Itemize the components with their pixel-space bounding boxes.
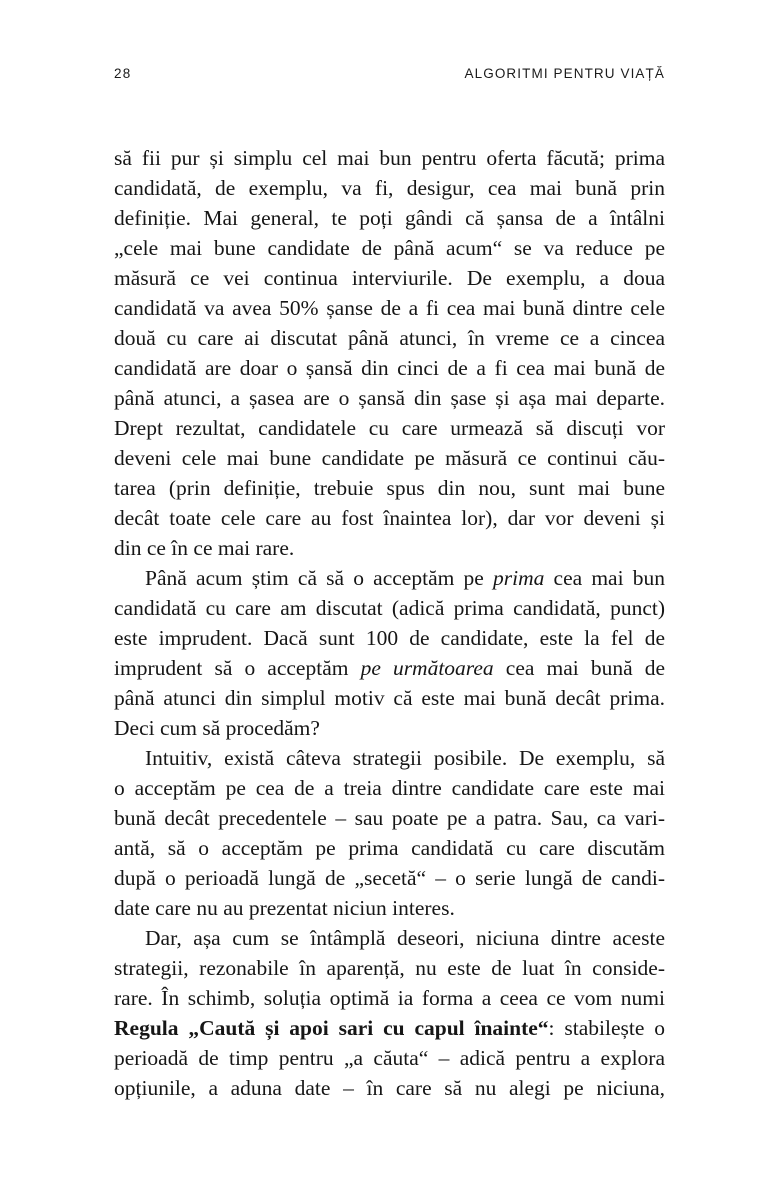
text-line <box>114 983 665 1013</box>
body-text: până atunci, a șasea are o șansă din șase și așa mai departe. <box>114 386 665 410</box>
text-line <box>114 893 665 923</box>
body-text: măsură ce vei continua interviurile. De exemplu, a doua <box>114 266 665 290</box>
text-line <box>114 713 665 743</box>
text-line <box>114 773 665 803</box>
text-line <box>114 173 665 203</box>
text-line <box>114 563 665 593</box>
body-text: până atunci din simplul motiv că este mai bună decât prima. <box>114 686 665 710</box>
bold-text: Regula „Caută și apoi sari cu capul înainte“ <box>114 1016 549 1040</box>
body-text: Drept rezultat, candidatele cu care urmează să discuți vor <box>114 416 665 440</box>
text-line <box>114 233 665 263</box>
text-line <box>114 1073 665 1103</box>
italic-text: pe următoarea <box>360 656 494 680</box>
text-line <box>114 353 665 383</box>
text-line <box>114 443 665 473</box>
italic-text: prima <box>492 566 545 590</box>
text-line <box>114 203 665 233</box>
text-line <box>114 863 665 893</box>
body-text: după o perioadă lungă de „secetă“ – o serie lungă de candi- <box>114 866 665 890</box>
body-text: decât toate cele care au fost înaintea lor), dar vor deveni și <box>114 506 665 530</box>
text-line <box>114 143 665 173</box>
text-line <box>114 593 665 623</box>
body-text: imprudent să o acceptăm <box>114 656 361 680</box>
body-text: bună decât precedentele – sau poate pe a patra. Sau, ca vari- <box>114 806 665 830</box>
running-title: ALGORITMI PENTRU VIAȚĂ <box>464 66 665 81</box>
body-text: candidată va avea 50% șanse de a fi cea mai bună dintre cele <box>114 296 665 320</box>
body-text: date care nu au prezentat niciun interes. <box>114 896 455 920</box>
text-line <box>114 1013 665 1043</box>
text-line <box>114 923 665 953</box>
body-text: candidată, de exemplu, va fi, desigur, cea mai bună prin <box>114 176 665 200</box>
body-text: să fii pur și simplu cel mai bun pentru oferta făcută; prima <box>114 146 665 170</box>
text-line <box>114 653 665 683</box>
body-text: perioadă de timp pentru „a căuta“ – adică pentru a explora <box>114 1046 665 1070</box>
body-text: Intuitiv, există câteva strategii posibile. De exemplu, să <box>145 746 665 770</box>
body-text: Deci cum să procedăm? <box>114 716 320 740</box>
body-text: tarea (prin definiție, trebuie spus din nou, sunt mai bune <box>114 476 665 500</box>
text-line <box>114 833 665 863</box>
body-text: antă, să o acceptăm pe prima candidată cu care discutăm <box>114 836 665 860</box>
body-text: definiție. Mai general, te poți gândi că șansa de a întâlni <box>114 206 665 230</box>
body-text: strategii, rezonabile în aparență, nu este de luat în conside- <box>114 956 665 980</box>
body-text: Până acum știm că să o acceptăm pe <box>145 566 493 590</box>
text-line <box>114 503 665 533</box>
body-text: opțiunile, a aduna date – în care să nu alegi pe niciuna, <box>114 1076 665 1100</box>
text-line <box>114 293 665 323</box>
body-text: cea mai bună de <box>493 656 665 680</box>
body-text: două cu care ai discutat până atunci, în vreme ce a cincea <box>114 326 665 350</box>
page-number: 28 <box>114 66 132 81</box>
body-text: „cele mai bune candidate de până acum“ se va reduce pe <box>114 236 665 260</box>
text-line <box>114 1043 665 1073</box>
body-text: o acceptăm pe cea de a treia dintre candidate care este mai <box>114 776 665 800</box>
body-text: Dar, așa cum se întâmplă deseori, niciuna dintre aceste <box>145 926 665 950</box>
body-text: candidată are doar o șansă din cinci de a fi cea mai bună de <box>114 356 665 380</box>
body-text: din ce în ce mai rare. <box>114 536 295 560</box>
text-line <box>114 743 665 773</box>
text-line <box>114 323 665 353</box>
body-text: cea mai bun <box>544 566 665 590</box>
text-line <box>114 383 665 413</box>
text-body <box>114 143 665 1103</box>
text-line <box>114 803 665 833</box>
text-line <box>114 623 665 653</box>
body-text: rare. În schimb, soluția optimă ia forma a ceea ce vom numi <box>114 986 665 1010</box>
body-text: candidată cu care am discutat (adică prima candidată, punct) <box>114 596 665 620</box>
text-line <box>114 263 665 293</box>
text-line <box>114 473 665 503</box>
text-line <box>114 683 665 713</box>
page-header <box>114 65 665 82</box>
body-text: este imprudent. Dacă sunt 100 de candidate, este la fel de <box>114 626 665 650</box>
text-line <box>114 953 665 983</box>
body-text: : stabilește o <box>548 1016 665 1040</box>
text-line <box>114 413 665 443</box>
text-line <box>114 533 665 563</box>
body-text: deveni cele mai bune candidate pe măsură ce continui cău- <box>114 446 665 470</box>
